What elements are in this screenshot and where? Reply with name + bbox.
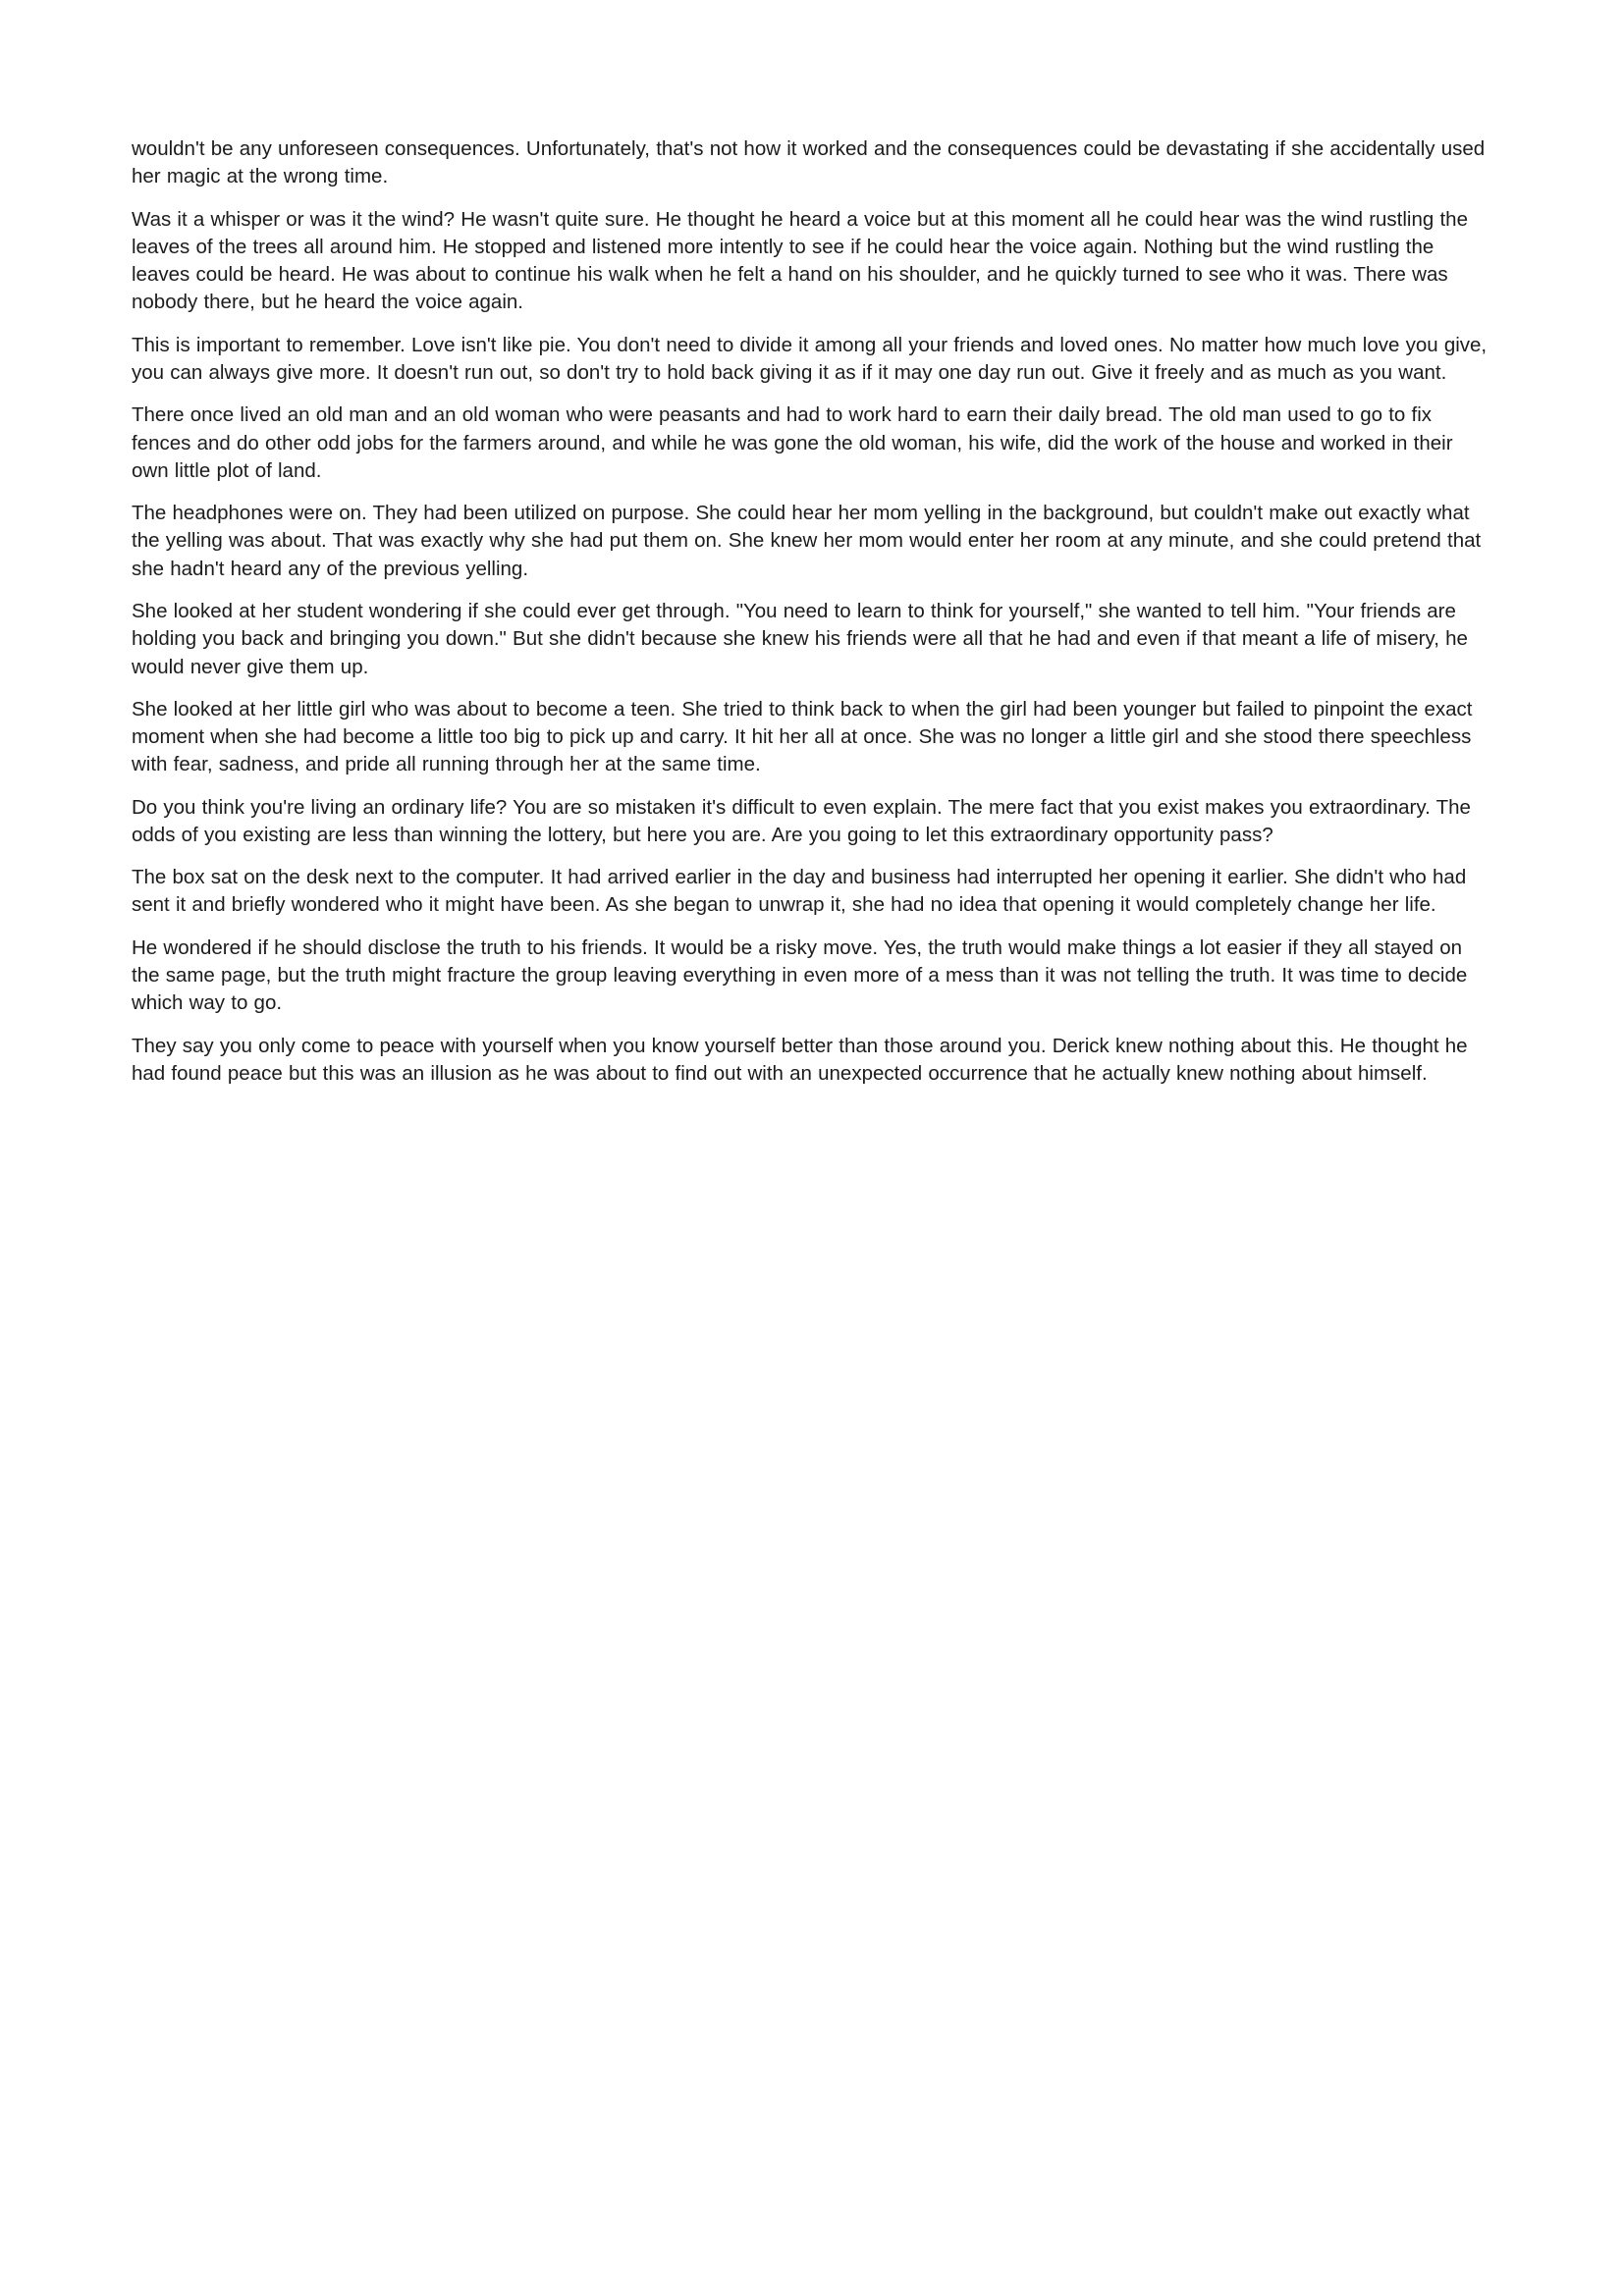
paragraph: There once lived an old man and an old woman who were peasants and had to work hard to earn their daily bread. The old man used to go to fix fences and do other odd jobs for the farmers around, and while he was gone the old woman, his wife, did the work of the house and worked in their own little plot of land. bbox=[132, 403, 1453, 482]
paragraph: They say you only come to peace with yourself when you know yourself better than those around you. Derick knew nothing about this. He thought he had found peace but this was an illusion as he was about to find out with an unexpected occurrence that he actually knew nothing about himself. bbox=[132, 1034, 1468, 1085]
paragraph: Was it a whisper or was it the wind? He wasn't quite sure. He thought he heard a voice but at this moment all he could hear was the wind rustling the leaves of the trees all around him. He stopped and listened more intently to see if he could hear the voice again. Nothing but the wind rustling the leaves could be heard. He was about to continue his walk when he felt a hand on his shoulder, and he quickly turned to see who it was. There was nobody there, but he heard the voice again. bbox=[132, 207, 1468, 314]
paragraph: wouldn't be any unforeseen consequences. Unfortunately, that's not how it worked and the consequences could be devastating if she accidentally used her magic at the wrong time. bbox=[132, 137, 1486, 188]
paragraph: He wondered if he should disclose the truth to his friends. It would be a risky move. Yes, the truth would make things a lot easier if they all stayed on the same page, but the truth might fracture the group leaving everything in even more of a mess than it was not telling the truth. It was time to decide which way to go. bbox=[132, 935, 1468, 1015]
paragraph: The headphones were on. They had been utilized on purpose. She could hear her mom yelling in the background, but couldn't make out exactly what the yelling was about. That was exactly why she had put them on. She knew her mom would enter her room at any minute, and she could pretend that she hadn't heard any of the previous yelling. bbox=[132, 502, 1482, 580]
paragraph: She looked at her student wondering if she could ever get through. "You need to learn to think for yourself," she wanted to tell him. "Your friends are holding you back and bringing you down." But she didn't because she knew his friends were all that he had and even if that meant a life of misery, he would never give them up. bbox=[132, 599, 1468, 678]
paragraph: The box sat on the desk next to the computer. It had arrived earlier in the day and business had interrupted her opening it earlier. She didn't who had sent it and briefly wondered who it might have been. As she began to unwrap it, she had no idea that opening it would completely change her life. bbox=[132, 866, 1467, 917]
paragraph: She looked at her little girl who was about to become a teen. She tried to think back to when the girl had been younger but failed to pinpoint the exact moment when she had become a little too big to pick up and carry. It hit her all at once. She was no longer a little girl and she stood there speechless with fear, sadness, and pride all running through her at the same time. bbox=[132, 697, 1473, 776]
document-body bbox=[132, 135, 1492, 1088]
paragraph: This is important to remember. Love isn't like pie. You don't need to divide it among all your friends and loved ones. No matter how much love you give, you can always give more. It doesn't run out, so don't try to hold back giving it as if it may one day run out. Give it freely and as much as you want. bbox=[132, 333, 1488, 384]
paragraph: Do you think you're living an ordinary life? You are so mistaken it's difficult to even explain. The mere fact that you exist makes you extraordinary. The odds of you existing are less than winning the lottery, but here you are. Are you going to let this extraordinary opportunity pass? bbox=[132, 795, 1471, 846]
